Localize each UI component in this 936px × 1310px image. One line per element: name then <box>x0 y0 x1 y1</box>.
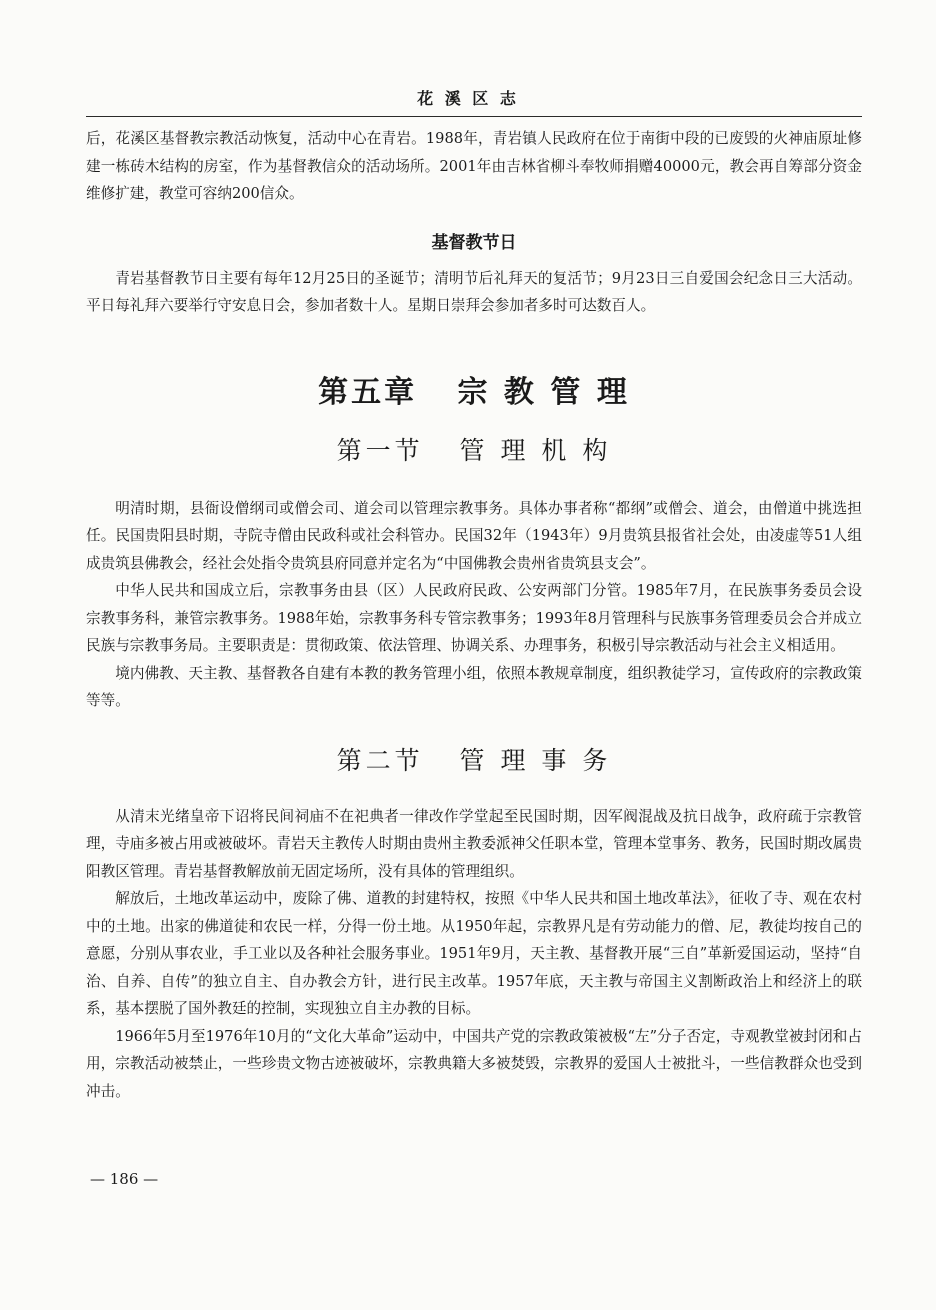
section1-paragraph-1: 明清时期，县衙设僧纲司或僧会司、道会司以管理宗教事务。具体办事者称“都纲”或僧会、道会，由僧道中挑选担任。民国贵阳县时期，寺院寺僧由民政科或社会科管办。民国32年（1943年）9月贵筑县报省社会处，由凌虚等51人组成贵筑县佛教会，经社会处指令贵筑县府同意并定名为“中国佛教会贵州省贵筑县支会”。 <box>86 499 862 572</box>
chapter-title: 第五章 宗 教 管 理 <box>318 374 630 410</box>
running-header: 花 溪 区 志 <box>417 89 519 108</box>
intro-paragraph: 后，花溪区基督教宗教活动恢复，活动中心在青岩。1988年，青岩镇人民政府在位于南街中段的已废毁的火神庙原址修建一栋砖木结构的房室，作为基督教信众的活动场所。2001年由吉林省柳斗奉牧师捐赠40000元，教会再自筹部分资金维修扩建，教堂可容纳200信众。 <box>86 130 862 202</box>
section2-paragraph-1: 从清末光绪皇帝下诏将民间祠庙不在祀典者一律改作学堂起至民国时期，因军阀混战及抗日战争，政府疏于宗教管理，寺庙多被占用或被破坏。青岩天主教传人时期由贵州主教委派神父任职本堂，管理本堂事务、教务，民国时期改属贵阳教区管理。青岩基督教解放前无固定场所，没有具体的管理组织。 <box>86 807 862 880</box>
section1-paragraph-2: 中华人民共和国成立后，宗教事务由县（区）人民政府民政、公安两部门分管。1985年7月，在民族事务委员会设宗教事务科，兼管宗教事务。1988年始，宗教事务科专管宗教事务；1993年8月管理科与民族事务管理委员会合并成立民族与宗教事务局。主要职责是：贯彻政策、依法管理、协调关系、办理事务，积极引导宗教活动与社会主义相适用。 <box>86 582 862 654</box>
section1-paragraph-3: 境内佛教、天主教、基督教各自建有本教的教务管理小组，依照本教规章制度，组织教徒学习，宣传政府的宗教政策等等。 <box>86 664 862 709</box>
section2-paragraph-2: 解放后，土地改革运动中，废除了佛、道教的封建特权，按照《中华人民共和国土地改革法》，征收了寺、观在农村中的土地。出家的佛道徒和农民一样，分得一份土地。从1950年起，宗教界凡是有劳动能力的僧、尼，教徒均按自己的意愿，分别从事农业，手工业以及各种社会服务事业。1951年9月，天主教、基督教开展“三自”革新爱国运动，坚持“自治、自养、自传”的独立自主、自办教会方针，进行民主改革。1957年底，天主教与帝国主义割断政治上和经济上的联系，基本摆脱了国外教廷的控制，实现独立自主办教的目标。 <box>86 890 862 1017</box>
section2-title: 第二节 管 理 事 务 <box>336 745 612 775</box>
festival-paragraph: 青岩基督教节日主要有每年12月25日的圣诞节；清明节后礼拜天的复活节；9月23日三自爱国会纪念日三大活动。平日每礼拜六要举行守安息日会，参加者数十人。星期日崇拜会参加者多时可达数百人。 <box>86 269 862 314</box>
header-rule <box>86 116 862 117</box>
page-content <box>86 125 862 1105</box>
section2-paragraph-3: 1966年5月至1976年10月的“文化大革命”运动中，中国共产党的宗教政策被极“左”分子否定，寺观教堂被封闭和占用，宗教活动被禁止，一些珍贵文物古迹被破坏，宗教典籍大多被焚毁，宗教界的爱国人士被批斗，一些信教群众也受到冲击。 <box>86 1027 862 1100</box>
festival-heading: 基督教节日 <box>431 232 517 253</box>
section1-title: 第一节 管 理 机 构 <box>336 435 612 465</box>
page-number: — 186 — <box>90 1170 159 1188</box>
